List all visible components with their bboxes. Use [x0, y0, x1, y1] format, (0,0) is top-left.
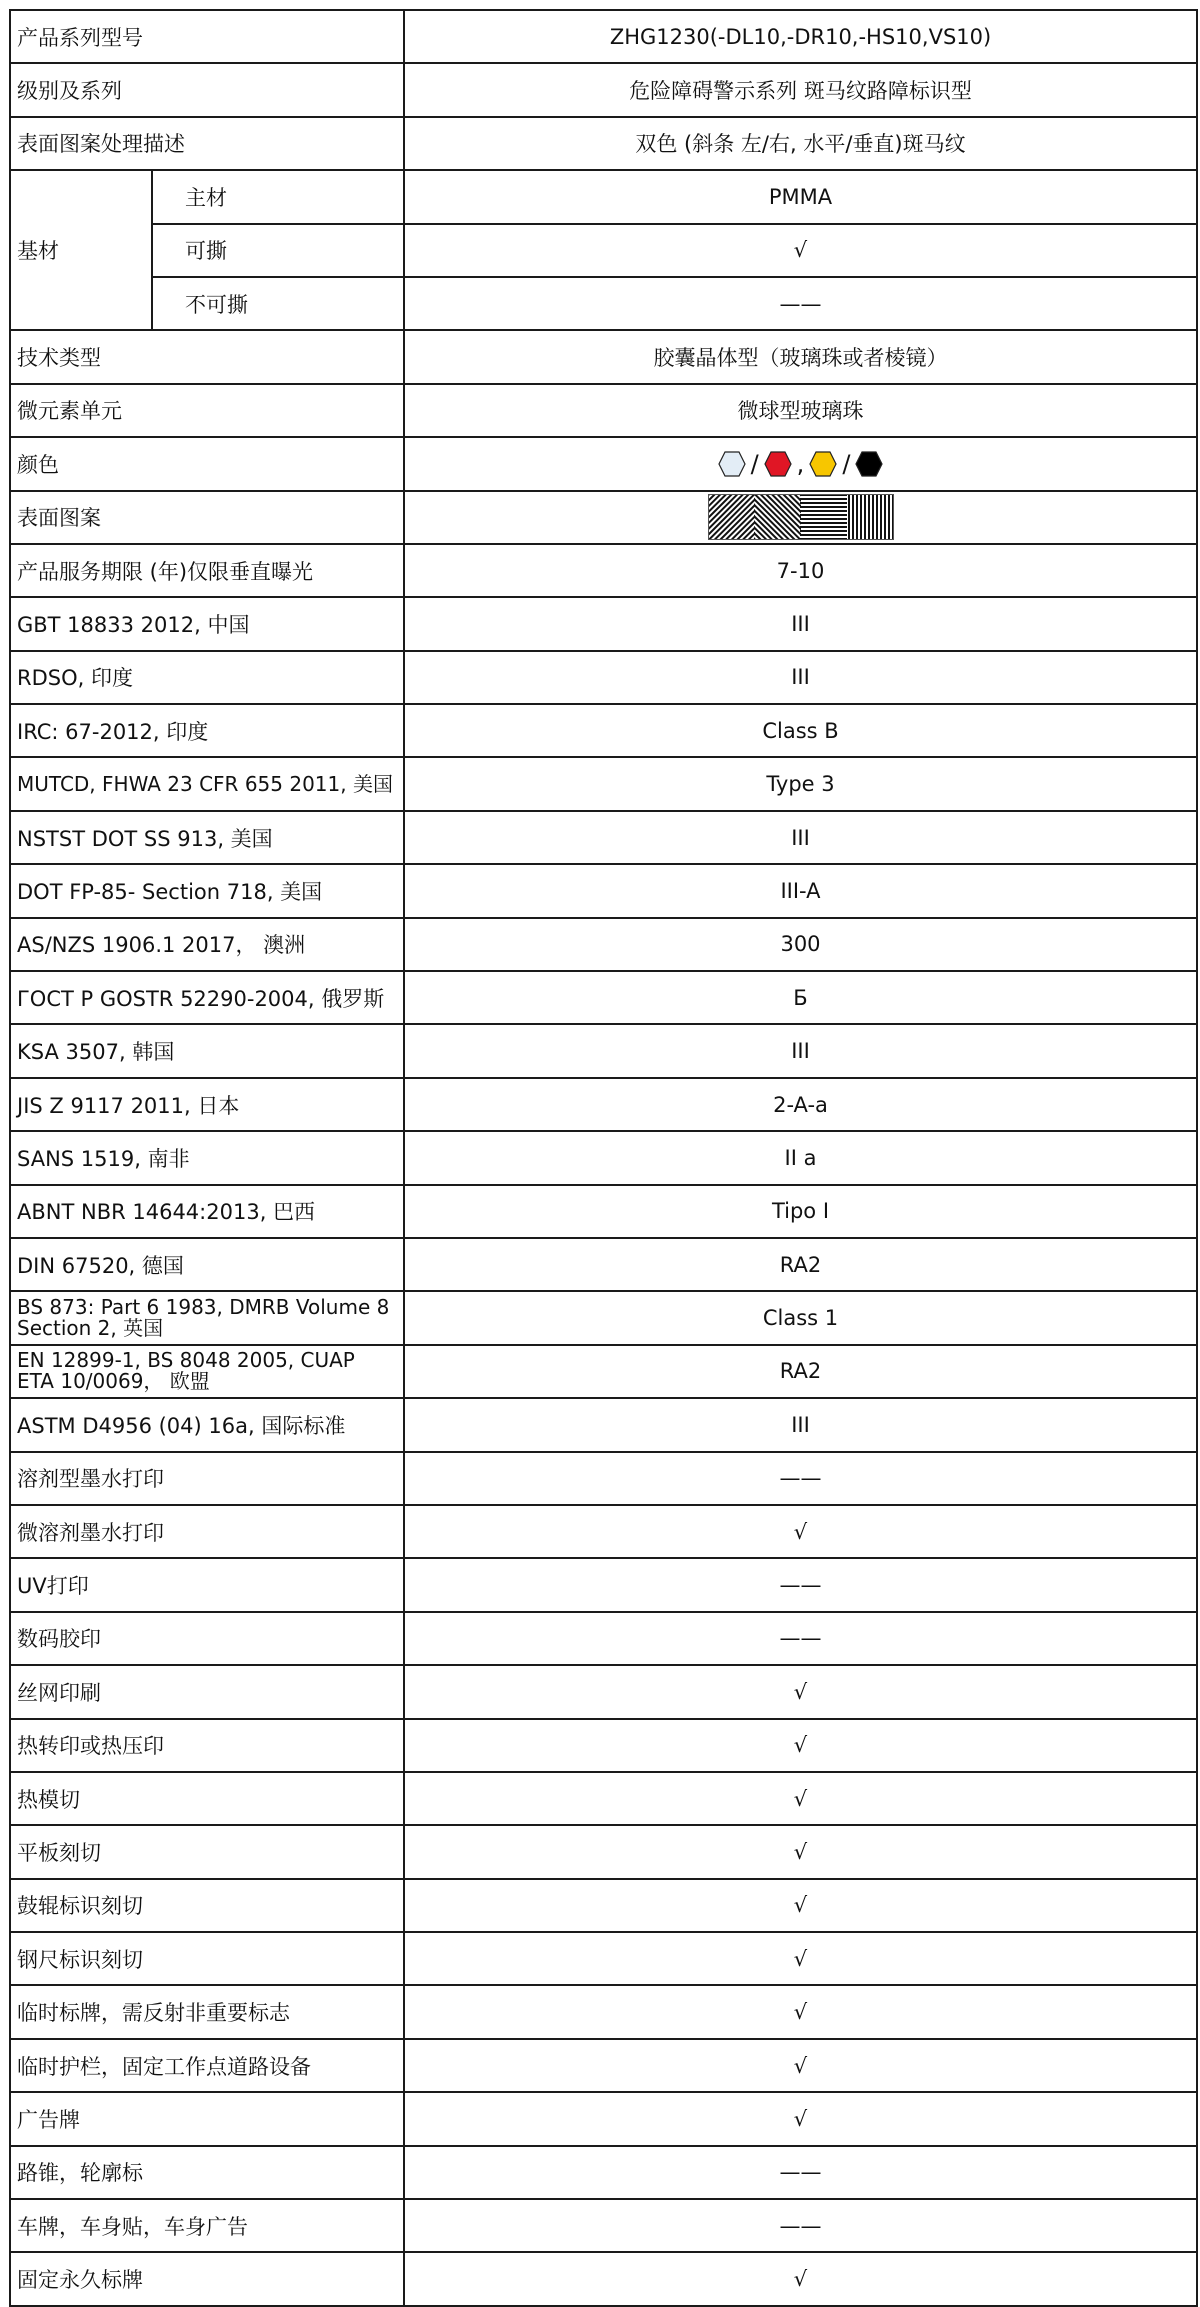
table-row	[10, 1772, 1197, 1825]
row-value: √	[404, 1772, 1197, 1825]
swatch-separator: /	[750, 449, 759, 478]
row-value: 300	[404, 918, 1197, 971]
table-row	[10, 1024, 1197, 1077]
row-label: 微元素单元	[10, 384, 404, 437]
table-row	[10, 1665, 1197, 1718]
row-label: 鼓辊标识刻切	[10, 1879, 404, 1932]
table-row	[10, 491, 1197, 544]
pattern-cell	[404, 491, 1197, 544]
spec-table-body	[10, 10, 1197, 2306]
row-value: III	[404, 1024, 1197, 1077]
table-row	[10, 2092, 1197, 2145]
table-row	[10, 330, 1197, 383]
row-value: 危险障碍警示系列 斑马纹路障标识型	[404, 63, 1197, 116]
row-value: √	[404, 1879, 1197, 1932]
substrate-sub-label: 不可撕	[152, 277, 404, 330]
row-label: 表面图案处理描述	[10, 117, 404, 170]
row-label: 平板刻切	[10, 1825, 404, 1878]
row-label: ASTM D4956 (04) 16a, 国际标准	[10, 1398, 404, 1451]
row-value: III	[404, 1398, 1197, 1451]
row-label: GBT 18833 2012, 中国	[10, 597, 404, 650]
row-label: 数码胶印	[10, 1612, 404, 1665]
row-label: 级别及系列	[10, 63, 404, 116]
row-value: ——	[404, 2146, 1197, 2199]
row-value: 双色 (斜条 左/右, 水平/垂直)斑马纹	[404, 117, 1197, 170]
row-label: KSA 3507, 韩国	[10, 1024, 404, 1077]
table-row	[10, 277, 1197, 330]
row-label: 溶剂型墨水打印	[10, 1452, 404, 1505]
table-row	[10, 1825, 1197, 1878]
row-label: 微溶剂墨水打印	[10, 1505, 404, 1558]
table-row	[10, 117, 1197, 170]
substrate-sub-label: 可撕	[152, 224, 404, 277]
row-label: BS 873: Part 6 1983, DMRB Volume 8 Section 2, 英国	[10, 1291, 404, 1344]
zebra-stripe-pattern-image	[708, 494, 894, 540]
row-value: ——	[404, 1452, 1197, 1505]
row-value: III	[404, 597, 1197, 650]
row-label: 临时标牌，需反射非重要标志	[10, 1985, 404, 2038]
substrate-value: ——	[404, 277, 1197, 330]
row-value: II a	[404, 1131, 1197, 1184]
row-label: DIN 67520, 德国	[10, 1238, 404, 1291]
row-value: √	[404, 2252, 1197, 2305]
row-label: 固定永久标牌	[10, 2252, 404, 2305]
row-value: Class B	[404, 704, 1197, 757]
table-row	[10, 2146, 1197, 2199]
row-label: 热模切	[10, 1772, 404, 1825]
table-row	[10, 170, 1197, 223]
swatch-separator: /	[842, 449, 851, 478]
row-label: EN 12899-1, BS 8048 2005, CUAP ETA 10/0069， 欧盟	[10, 1345, 404, 1398]
table-row	[10, 437, 1197, 490]
row-value: √	[404, 1932, 1197, 1985]
row-label: 车牌，车身贴，车身广告	[10, 2199, 404, 2252]
row-label: SANS 1519, 南非	[10, 1131, 404, 1184]
table-row	[10, 971, 1197, 1024]
table-row	[10, 1185, 1197, 1238]
table-row	[10, 2252, 1197, 2305]
table-row	[10, 918, 1197, 971]
table-row	[10, 651, 1197, 704]
row-value: √	[404, 2092, 1197, 2145]
row-label: MUTCD, FHWA 23 CFR 655 2011, 美国	[10, 757, 404, 810]
table-row	[10, 544, 1197, 597]
row-value: RA2	[404, 1238, 1197, 1291]
row-label: IRC: 67-2012, 印度	[10, 704, 404, 757]
yellow-hexagon-swatch	[809, 451, 837, 477]
row-value: III	[404, 811, 1197, 864]
substrate-label: 基材	[10, 170, 152, 330]
table-row	[10, 224, 1197, 277]
row-value: √	[404, 1825, 1197, 1878]
row-label: ABNT NBR 14644:2013, 巴西	[10, 1185, 404, 1238]
substrate-value: √	[404, 224, 1197, 277]
row-value: Tipo I	[404, 1185, 1197, 1238]
row-label: 路锥，轮廓标	[10, 2146, 404, 2199]
row-value: √	[404, 1985, 1197, 2038]
row-label: 广告牌	[10, 2092, 404, 2145]
row-label: DOT FP-85- Section 718, 美国	[10, 864, 404, 917]
row-label: NSTST DOT SS 913, 美国	[10, 811, 404, 864]
table-row	[10, 1879, 1197, 1932]
table-row	[10, 864, 1197, 917]
table-row	[10, 1398, 1197, 1451]
table-row	[10, 757, 1197, 810]
table-row	[10, 1612, 1197, 1665]
row-value: √	[404, 1719, 1197, 1772]
row-value: Б	[404, 971, 1197, 1024]
table-row	[10, 1452, 1197, 1505]
row-value: 微球型玻璃珠	[404, 384, 1197, 437]
table-row	[10, 10, 1197, 63]
row-value: ——	[404, 1612, 1197, 1665]
table-row	[10, 2199, 1197, 2252]
row-label: RDSO, 印度	[10, 651, 404, 704]
row-label: AS/NZS 1906.1 2017， 澳洲	[10, 918, 404, 971]
row-label: ГОСТ Р GOSTR 52290-2004, 俄罗斯	[10, 971, 404, 1024]
row-value: RA2	[404, 1345, 1197, 1398]
row-value: 7-10	[404, 544, 1197, 597]
row-value: √	[404, 2039, 1197, 2092]
row-label: 钢尺标识刻切	[10, 1932, 404, 1985]
row-label: UV打印	[10, 1558, 404, 1611]
row-label: 产品系列型号	[10, 10, 404, 63]
table-row	[10, 1238, 1197, 1291]
row-value: III-A	[404, 864, 1197, 917]
row-label: 热转印或热压印	[10, 1719, 404, 1772]
table-row	[10, 811, 1197, 864]
table-row	[10, 1078, 1197, 1131]
red-hexagon-swatch	[764, 451, 792, 477]
pattern-label: 表面图案	[10, 491, 404, 544]
table-row	[10, 1719, 1197, 1772]
row-label: 临时护栏，固定工作点道路设备	[10, 2039, 404, 2092]
row-label: 产品服务期限 (年)仅限垂直曝光	[10, 544, 404, 597]
table-row	[10, 1985, 1197, 2038]
row-label: JIS Z 9117 2011, 日本	[10, 1078, 404, 1131]
color-swatches	[404, 437, 1197, 490]
table-row	[10, 2039, 1197, 2092]
color-label: 颜色	[10, 437, 404, 490]
substrate-value: PMMA	[404, 170, 1197, 223]
row-value: 胶囊晶体型（玻璃珠或者棱镜）	[404, 330, 1197, 383]
row-value: Type 3	[404, 757, 1197, 810]
row-value: 2-A-a	[404, 1078, 1197, 1131]
row-value: III	[404, 651, 1197, 704]
table-row	[10, 1932, 1197, 1985]
row-value: ZHG1230(-DL10,-DR10,-HS10,VS10)	[404, 10, 1197, 63]
table-row	[10, 1558, 1197, 1611]
table-row	[10, 1131, 1197, 1184]
table-row	[10, 597, 1197, 650]
row-label: 丝网印刷	[10, 1665, 404, 1718]
table-row	[10, 1291, 1197, 1344]
white-hexagon-swatch	[718, 451, 746, 477]
substrate-sub-label: 主材	[152, 170, 404, 223]
swatch-separator: ,	[796, 449, 805, 478]
table-row	[10, 704, 1197, 757]
row-label: 技术类型	[10, 330, 404, 383]
spec-table	[9, 9, 1198, 2307]
row-value: ——	[404, 2199, 1197, 2252]
table-row	[10, 1345, 1197, 1398]
table-row	[10, 63, 1197, 116]
row-value: √	[404, 1505, 1197, 1558]
row-value: Class 1	[404, 1291, 1197, 1344]
table-row	[10, 384, 1197, 437]
row-value: ——	[404, 1558, 1197, 1611]
black-hexagon-swatch	[855, 451, 883, 477]
row-value: √	[404, 1665, 1197, 1718]
table-row	[10, 1505, 1197, 1558]
